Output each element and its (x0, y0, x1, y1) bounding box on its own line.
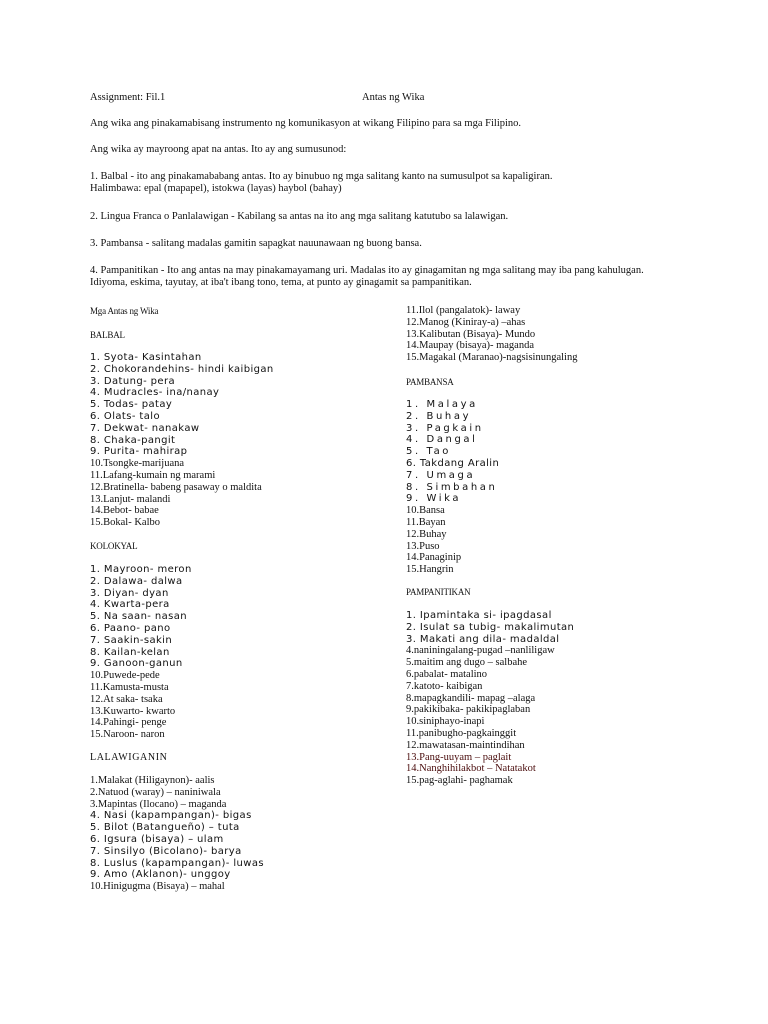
list-item: 7. Saakin-sakin (90, 634, 173, 646)
list-item: 12.Buhay (406, 528, 447, 540)
list-item: 13.Lanjut- malandi (90, 493, 171, 505)
list-item: 8.mapagkandili- mapag –alaga (406, 692, 536, 704)
list-item: 6. Paano- pano (90, 622, 171, 634)
list-item: 2. Isulat sa tubig- makalimutan (406, 621, 575, 633)
list-item: 9.pakikibaka- pakikipaglaban (406, 704, 531, 716)
list-item: 6. Olats- talo (90, 410, 160, 422)
left-column-title: Mga Antas ng Wika (90, 306, 159, 316)
list-item: 14.Panaginip (406, 552, 462, 564)
list-item: 14.Pahingi- penge (90, 717, 167, 729)
list-item: 10.Tsongke-marijuana (90, 458, 185, 470)
section-heading-pambansa: PAMBANSA (406, 377, 454, 387)
list-item: 10.Bansa (406, 505, 445, 517)
definition-balbal (90, 171, 690, 195)
definition-line: 3. Pambansa - salitang madalas gamitin sapagkat nauunawaan ng buong bansa. (90, 238, 422, 249)
list-item: 3. Makati ang dila- madaldal (406, 633, 560, 645)
definition-line: 4. Pampanitikan - Ito ang antas na may pinakamayamang uri. Madalas ito ay ginagamitan ng mga salitang may iba pang kahulugan. (90, 265, 644, 276)
list-item: 6. Takdang Aralin (406, 457, 500, 469)
list-item: 2. Chokorandehins- hindi kaibigan (90, 363, 274, 375)
list-item: 11.Kamusta-musta (90, 681, 169, 693)
list-item: 15.Hangrin (406, 564, 454, 576)
list-item: 7. Umaga (406, 469, 476, 481)
list-item: 4. Nasi (kapampangan)- bigas (90, 810, 252, 822)
list-item: 3. Diyan- dyan (90, 587, 169, 599)
page-title: Antas ng Wika (362, 92, 425, 103)
list-item: 11.Ilol (pangalatok)- laway (406, 305, 521, 316)
section-heading-balbal: BALBAL (90, 330, 125, 340)
list-item: 12.At saka- tsaka (90, 693, 163, 705)
list-item: 1.Malakat (Hiligaynon)- aalis (90, 775, 215, 786)
list-item: 8. Kailan-kelan (90, 646, 170, 658)
list-item: 8. Simbahan (406, 481, 498, 493)
definition-line: Idiyoma, eskima, tayutay, at iba't ibang tono, tema, at punto ay ginagamit sa pampanitikan. (90, 276, 472, 288)
list-item: 5. Na saan- nasan (90, 611, 188, 623)
list-item: 10.Hinigugma (Bisaya) – mahal (90, 881, 225, 893)
list-item: 14.Nanghihilakbot – Natatakot (406, 763, 536, 775)
list-kolokyal (90, 564, 192, 741)
list-item: 1. Mayroon- meron (90, 564, 192, 575)
list-pambansa (406, 399, 499, 576)
list-item: 15.pag-aglahi- paghamak (406, 775, 513, 787)
list-item: 4. Kwarta-pera (90, 599, 170, 611)
list-item: 14.Bebot- babae (90, 505, 159, 517)
definition-example-line: Halimbawa: epal (mapapel), istokwa (layas) haybol (bahay) (90, 182, 342, 194)
list-item: 1. Ipamintaka si- ipagdasal (406, 610, 552, 621)
list-item: 7. Sinsilyo (Bicolano)- barya (90, 845, 242, 857)
list-item: 4.naniningalang-pugad –nanliligaw (406, 645, 555, 657)
intro-paragraph-2: Ang wika ay mayroong apat na antas. Ito ay ang sumusunod: (90, 144, 347, 155)
list-item: 3. Datung- pera (90, 375, 176, 387)
list-item: 12.Manog (Kiniray-a) –ahas (406, 316, 526, 328)
list-item: 3.Mapintas (Ilocano) – maganda (90, 798, 227, 810)
list-item: 6.pabalat- matalino (406, 668, 488, 680)
definition-line: 1. Balbal - ito ang pinakamababang antas. Ito ay binubuo ng mga salitang kanto na sumusulpot sa kapaligiran. (90, 171, 553, 182)
list-item: 8. Chaka-pangit (90, 434, 176, 446)
list-item: 6. Igsura (bisaya) – ulam (90, 833, 224, 845)
list-item: 2. Dalawa- dalwa (90, 575, 183, 587)
section-heading-pampanitikan: PAMPANITIKAN (406, 587, 471, 597)
list-item: 7.katoto- kaibigan (406, 680, 483, 692)
list-item: 7. Dekwat- nanakaw (90, 422, 200, 434)
definition-line: 2. Lingua Franca o Panlalawigan - Kabilang sa antas na ito ang mga salitang katutubo sa lalawigan. (90, 211, 509, 222)
list-item: 2. Buhay (406, 410, 472, 422)
definition-pambansa (90, 238, 690, 250)
list-item: 13.Pang-uuyam – paglait (406, 751, 512, 763)
list-item: 4. Dangal (406, 434, 478, 446)
list-item: 5. Tao (406, 446, 452, 458)
list-item: 9. Purita- mahirap (90, 446, 188, 458)
list-item: 5. Bilot (Batangueño) – tuta (90, 822, 240, 834)
list-item: 15.Naroon- naron (90, 729, 165, 741)
list-item: 11.Bayan (406, 516, 446, 528)
section-heading-kolokyal: KOLOKYAL (90, 541, 138, 551)
list-item: 13.Kalibutan (Bisaya)- Mundo (406, 328, 536, 340)
list-item: 8. Luslus (kapampangan)- luwas (90, 857, 264, 869)
definition-lingua-franca (90, 211, 690, 223)
list-item: 10.Puwede-pede (90, 670, 160, 682)
list-item: 2.Natuod (waray) – naniniwala (90, 786, 221, 798)
list-item: 9. Amo (Aklanon)- unggoy (90, 869, 231, 881)
list-item: 15.Bokal- Kalbo (90, 517, 160, 529)
list-item: 4. Mudracles- ina/nanay (90, 387, 220, 399)
list-lalawiganin (90, 775, 264, 893)
list-item: 3. Pagkain (406, 422, 484, 434)
list-item: 15.Magakal (Maranao)-nagsisinungaling (406, 352, 578, 364)
list-item: 12.mawatasan-maintindihan (406, 739, 525, 751)
definition-pampanitikan (90, 265, 690, 289)
list-item: 12.Bratinella- babeng pasaway o maldita (90, 481, 262, 493)
assignment-label: Assignment: Fil.1 (90, 92, 166, 103)
intro-paragraph-1: Ang wika ang pinakamabisang instrumento ng komunikasyon at wikang Filipino para sa mga Filipino. (90, 118, 522, 129)
list-lalawiganin-continued (406, 305, 577, 364)
list-item: 11.panibugho-pagkainggit (406, 727, 517, 739)
list-item: 5. Todas- patay (90, 399, 173, 411)
list-item: 14.Maupay (bisaya)- maganda (406, 340, 534, 352)
list-balbal (90, 352, 274, 529)
list-item: 5.maitim ang dugo – salbahe (406, 657, 528, 669)
list-item: 1. Malaya (406, 399, 478, 410)
list-item: 9. Ganoon-ganun (90, 658, 183, 670)
list-item: 9. Wika (406, 493, 462, 505)
section-heading-lalawiganin: LALAWIGANIN (90, 752, 168, 763)
list-item: 1. Syota- Kasintahan (90, 352, 202, 363)
list-item: 13.Kuwarto- kwarto (90, 705, 176, 717)
list-pampanitikan (406, 610, 574, 787)
list-item: 10.siniphayo-inapi (406, 716, 485, 728)
list-item: 11.Lafang-kumain ng marami (90, 469, 216, 481)
list-item: 13.Puso (406, 540, 440, 552)
